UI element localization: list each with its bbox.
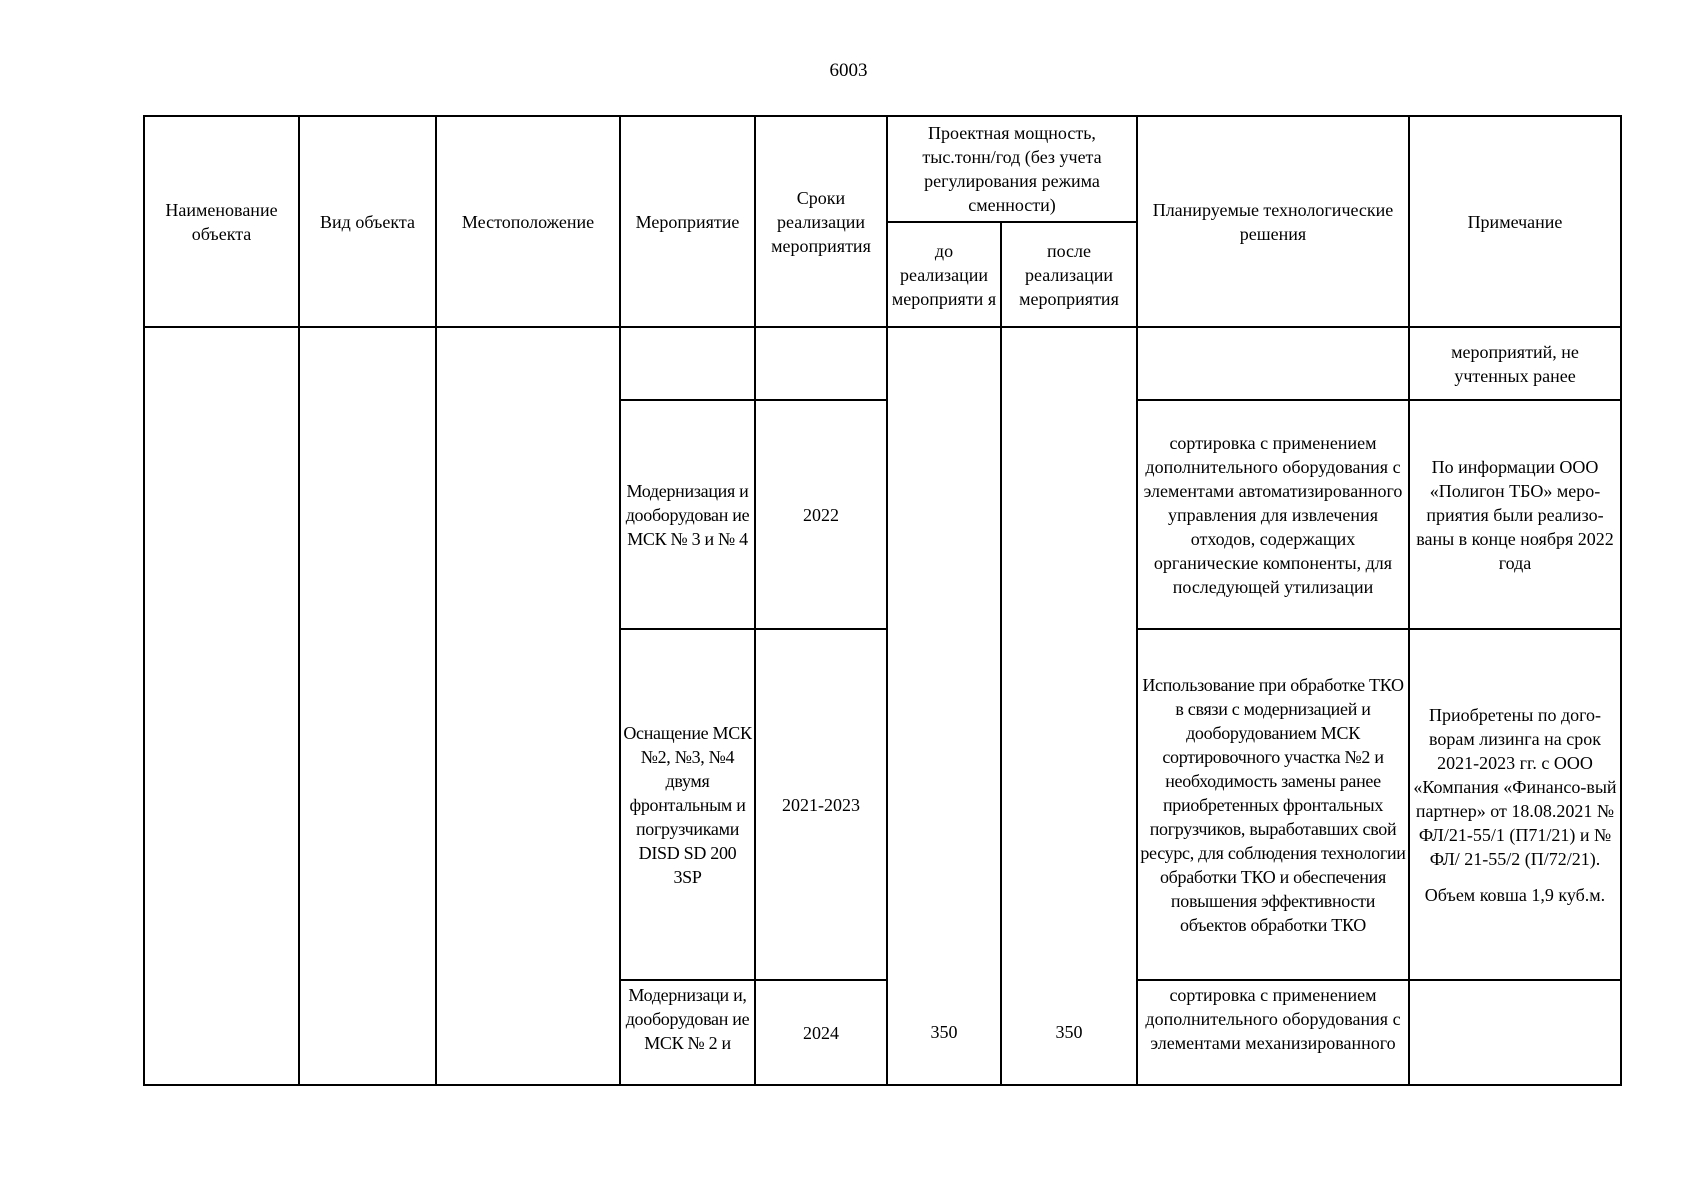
measure-cell: Модернизация и дооборудован ие МСК № 3 и № 4 <box>620 400 755 629</box>
solution-cell <box>1137 327 1409 400</box>
capacity-before-cell: 350 <box>887 980 1001 1085</box>
header-name: Наименование объекта <box>144 116 299 327</box>
note-text: мероприятий, не учтенных ранее <box>1451 341 1579 386</box>
timing-cell: 2021-2023 <box>755 629 887 980</box>
note-text: По информации ООО «Полигон ТБО» меро-приятия были реализо-ваны в конце ноября 2022 года <box>1416 456 1614 573</box>
note-cell <box>1409 327 1621 400</box>
capacity-after-cell <box>1001 327 1137 980</box>
timing-cell: 2022 <box>755 400 887 629</box>
header-after: после реализации мероприятия <box>1001 222 1137 327</box>
note-text: Объем ковша 1,9 куб.м. <box>1424 884 1606 905</box>
header-location: Местоположение <box>436 116 620 327</box>
measures-table <box>143 115 1622 1086</box>
timing-cell <box>755 327 887 400</box>
solution-cell: Использование при обработке ТКО в связи с модернизацией и дооборудованием МСК сортировочного участка №2 и необходимость замены ранее приобретенных фронтальных погрузчиков, выработавших свой ресурс, для соблюдения технологии обработки ТКО и обеспечения повышения эффективности объектов обработки ТКО <box>1137 629 1409 980</box>
object-name-cell <box>144 327 299 1085</box>
solution-cell: сортировка с применением дополнительного оборудования с элементами механизированного <box>1137 980 1409 1085</box>
header-capacity: Проектная мощность, тыс.тонн/год (без учета регулирования режима сменности) <box>887 116 1137 222</box>
measure-cell: Оснащение МСК №2, №3, №4 двумя фронтальным и погрузчиками DISD SD 200 3SP <box>620 629 755 980</box>
note-text: Приобретены по дого-ворам лизинга на срок 2021-2023 гг. с ООО «Компания «Финансо-вый партнер» от 18.08.2021 № ФЛ/21-55/1 (П71/21) и № ФЛ/ 21-55/2 (П/72/21). <box>1413 704 1617 869</box>
measure-cell <box>620 327 755 400</box>
timing-cell: 2024 <box>755 980 887 1085</box>
header-measure: Мероприятие <box>620 116 755 327</box>
solution-cell: сортировка с применением дополнительного оборудования с элементами автоматизированного управления для извлечения отходов, содержащих органические компоненты, для последующей утилизации <box>1137 400 1409 629</box>
header-before: до реализации мероприяти я <box>887 222 1001 327</box>
object-type-cell <box>299 327 436 1085</box>
header-note: Примечание <box>1409 116 1621 327</box>
header-solutions: Планируемые технологические решения <box>1137 116 1409 327</box>
table-row <box>144 327 1621 400</box>
note-cell <box>1409 400 1621 629</box>
header-type: Вид объекта <box>299 116 436 327</box>
capacity-before-cell <box>887 327 1001 980</box>
header-timing: Сроки реализации мероприятия <box>755 116 887 327</box>
header-row <box>144 116 1621 222</box>
measure-cell: Модернизаци и, дооборудован ие МСК № 2 и <box>620 980 755 1085</box>
location-cell <box>436 327 620 1085</box>
page-number: 6003 <box>829 60 868 81</box>
note-cell <box>1409 980 1621 1085</box>
note-cell <box>1409 629 1621 980</box>
capacity-after-cell: 350 <box>1001 980 1137 1085</box>
